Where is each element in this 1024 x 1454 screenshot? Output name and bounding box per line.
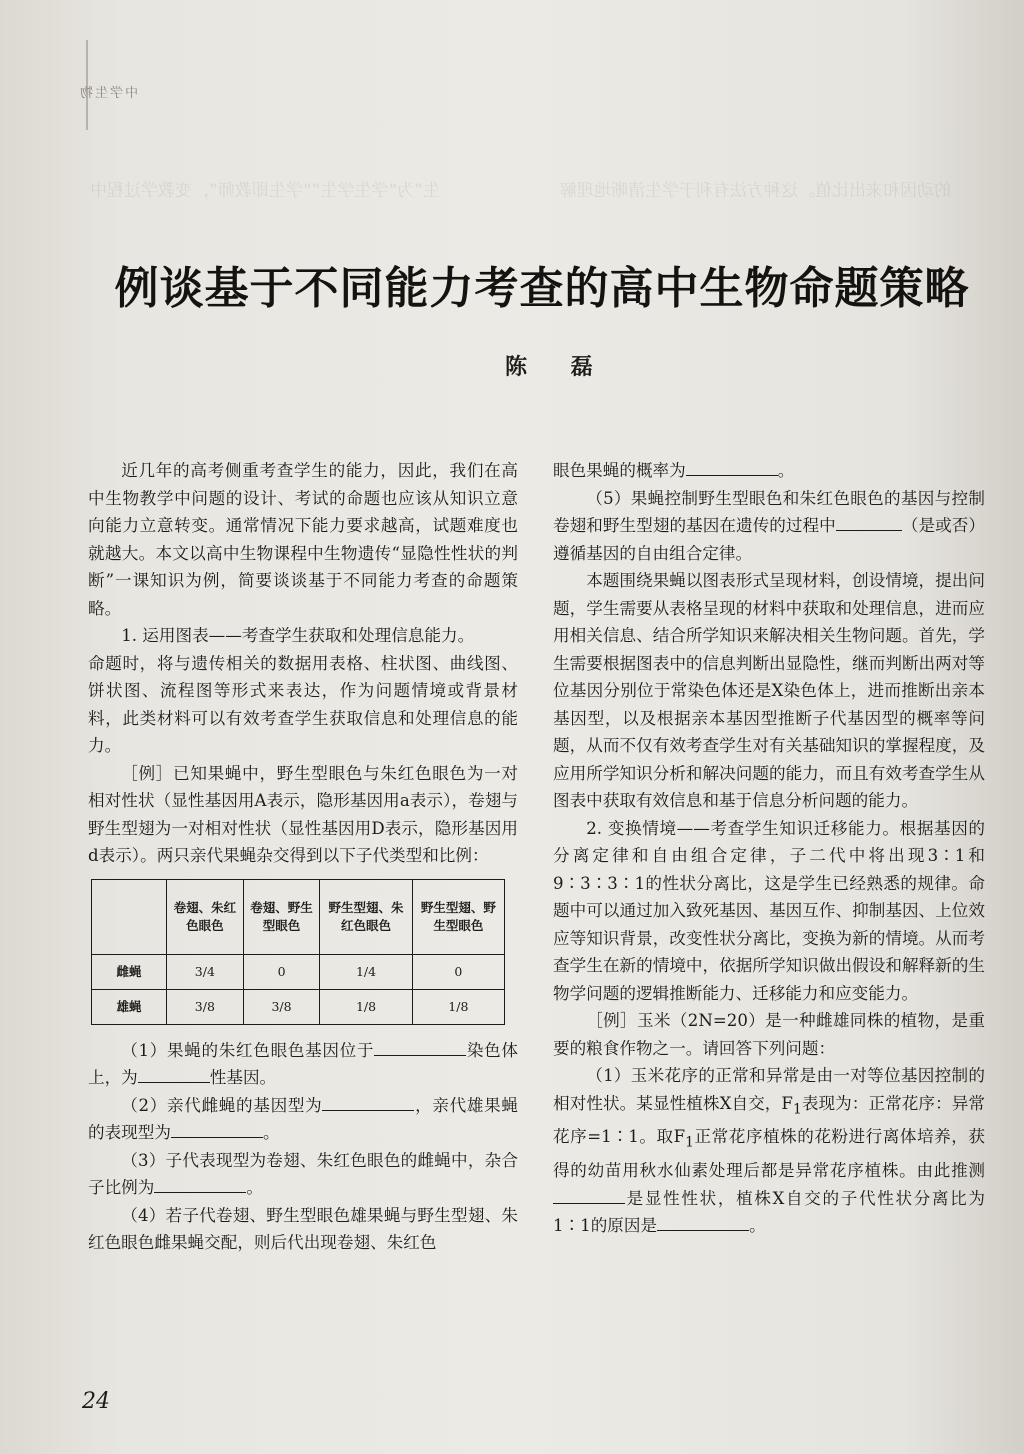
answer-blank (322, 1092, 414, 1110)
table-cell: 0 (412, 954, 504, 989)
question-4-continued: 眼色果蝇的概率为 。 (553, 457, 985, 485)
table-row (92, 954, 505, 989)
table-cell: 3/4 (167, 954, 244, 989)
example-2-question-1: （1）玉米花序的正常和异常是由一对等位基因控制的相对性状。某显性植株X自交，$F_1$表现为：正常花序：异常花序=1∶1。取$F_1$正常花序植株的花粉进行离体培养，获得的幼苗用秋水仙素处理后都是异常花序植株。由此推测是显性性状，植株X自交的子代性状分离比为1∶1的原因是 。 (553, 1066, 986, 1236)
answer-blank (374, 1037, 466, 1055)
section-1-heading: 1. 运用图表——考查学生获取和处理信息能力。 (121, 626, 475, 645)
question-2: （2）亲代雌蝇的基因型为 ，亲代雄果蝇的表现型为 。 (88, 1092, 518, 1147)
answer-blank (553, 1185, 625, 1203)
answer-blank (171, 1120, 263, 1138)
show-through-text: 的动因和来出比值。这种方法有利于学生清晰地理解 (560, 181, 951, 201)
table-header-cell: 野生型翅、朱红色眼色 (320, 879, 412, 954)
answer-blank (686, 458, 778, 476)
intro-paragraph: 近几年的高考侧重考查学生的能力，因此，我们在高中生物教学中问题的设计、考试的命题也应该从知识立意向能力立意转变。通常情况下能力要求越高，试题难度也就越大。本文以高中生物课程中生物遗传“显隐性性状的判断”一课知识为例，简要谈谈基于不同能力考查的命题策略。 (88, 461, 518, 618)
table-cell: 0 (243, 954, 320, 989)
section-2-heading: 2. 变换情境——考查学生知识迁移能力。 (586, 818, 900, 838)
right-column (553, 457, 985, 1240)
offspring-ratio-table (91, 879, 505, 1025)
table-header-cell (92, 879, 167, 954)
answer-blank (138, 1065, 210, 1083)
question-4: （4）若子代卷翅、野生型眼色雄果蝇与野生型翅、朱红色眼色雌果蝇交配，则后代出现卷翅、朱红色 (88, 1205, 518, 1252)
table-cell: 1/4 (320, 954, 412, 989)
table-cell: 1/8 (412, 989, 504, 1024)
table-header-row (92, 879, 505, 954)
row-label: 雌蝇 (92, 954, 167, 989)
row-label: 雄蝇 (92, 989, 167, 1024)
example-2-stem: ［例］玉米（2N=20）是一种雌雄同株的植物，是重要的粮食作物之一。请回答下列问题： (553, 1011, 985, 1058)
left-column (88, 457, 518, 1257)
example-1-stem: ［例］已知果蝇中，野生型眼色与朱红色眼色为一对相对性状（显性基因用A表示，隐形基因用a表示），卷翅与野生型翅为一对相对性状（显性基因用D表示，隐形基因用d表示）。两只亲代果蝇杂交得到以下子代类型和比例： (88, 763, 518, 865)
question-5: （5）果蝇控制野生型眼色和朱红色眼色的基因与控制卷翅和野生型翅的基因在遗传的过程中 （是或否）遵循基因的自由组合定律。 (553, 488, 986, 563)
page-number: 24 (82, 1389, 110, 1414)
answer-blank (154, 1175, 246, 1193)
question-3: （3）子代表现型为卷翅、朱红色眼色的雌蝇中，杂合子比例为 。 (88, 1150, 518, 1197)
section-2-text: 根据基因的分离定律和自由组合定律，子二代中将出现3∶1和9∶3∶3∶1的性状分离比，这是学生已经熟悉的规律。命题中可以通过加入致死基因、基因互作、抑制基因、上位效应等知识背景，改变性状分离比，变换为新的情境。从而考查学生在新的情境中，依据所学知识做出假设和解释新的生物学问题的逻辑推断能力、迁移能力和应变能力。 (553, 818, 986, 1003)
running-head: 中学生物 (78, 86, 139, 101)
article-title: 例谈基于不同能力考查的高中生物命题策略 (114, 263, 970, 314)
show-through-text: 生”为“学生学生”“学生即教师”，变教学过程中 (90, 181, 441, 201)
table-cell: 3/8 (243, 989, 320, 1024)
analysis-paragraph: 本题围绕果蝇以图表形式呈现材料，创设情境，提出问题，学生需要从表格呈现的材料中获取和处理信息，进而应用相关信息、结合所学知识来解决相关生物问题。首先，学生需要根据图表中的信息判断出显隐性，继而判断出两对等位基因分别位于常染色体还是X染色体上，进而推断出亲本基因型，以及根据亲本基因型推断子代基因型的概率等问题，从而不仅有效考查学生对有关基础知识的掌握程度，及应用所学知识分析和解决问题的能力，而且有效考查学生从图表中获取有效信息和基于信息分析问题的能力。 (553, 571, 985, 810)
table-header-cell: 卷翅、朱红色眼色 (167, 879, 244, 954)
answer-blank (836, 513, 902, 531)
question-1: （1）果蝇的朱红色眼色基因位于 染色体上，为 性基因。 (88, 1037, 518, 1092)
table-header-cell: 野生型翅、野生型眼色 (412, 879, 504, 954)
author-name: 陈 磊 (505, 355, 611, 380)
table-cell: 1/8 (320, 989, 412, 1024)
answer-blank (657, 1213, 749, 1231)
section-2 (553, 815, 985, 1008)
section-1-paragraph: 命题时，将与遗传相关的数据用表格、柱状图、曲线图、饼状图、流程图等形式来表达，作为问题情境或背景材料，此类材料可以有效考查学生获取信息和处理信息的能力。 (88, 653, 518, 755)
table-header-cell: 卷翅、野生型眼色 (243, 879, 320, 954)
table-row (92, 989, 505, 1024)
table-cell: 3/8 (167, 989, 244, 1024)
